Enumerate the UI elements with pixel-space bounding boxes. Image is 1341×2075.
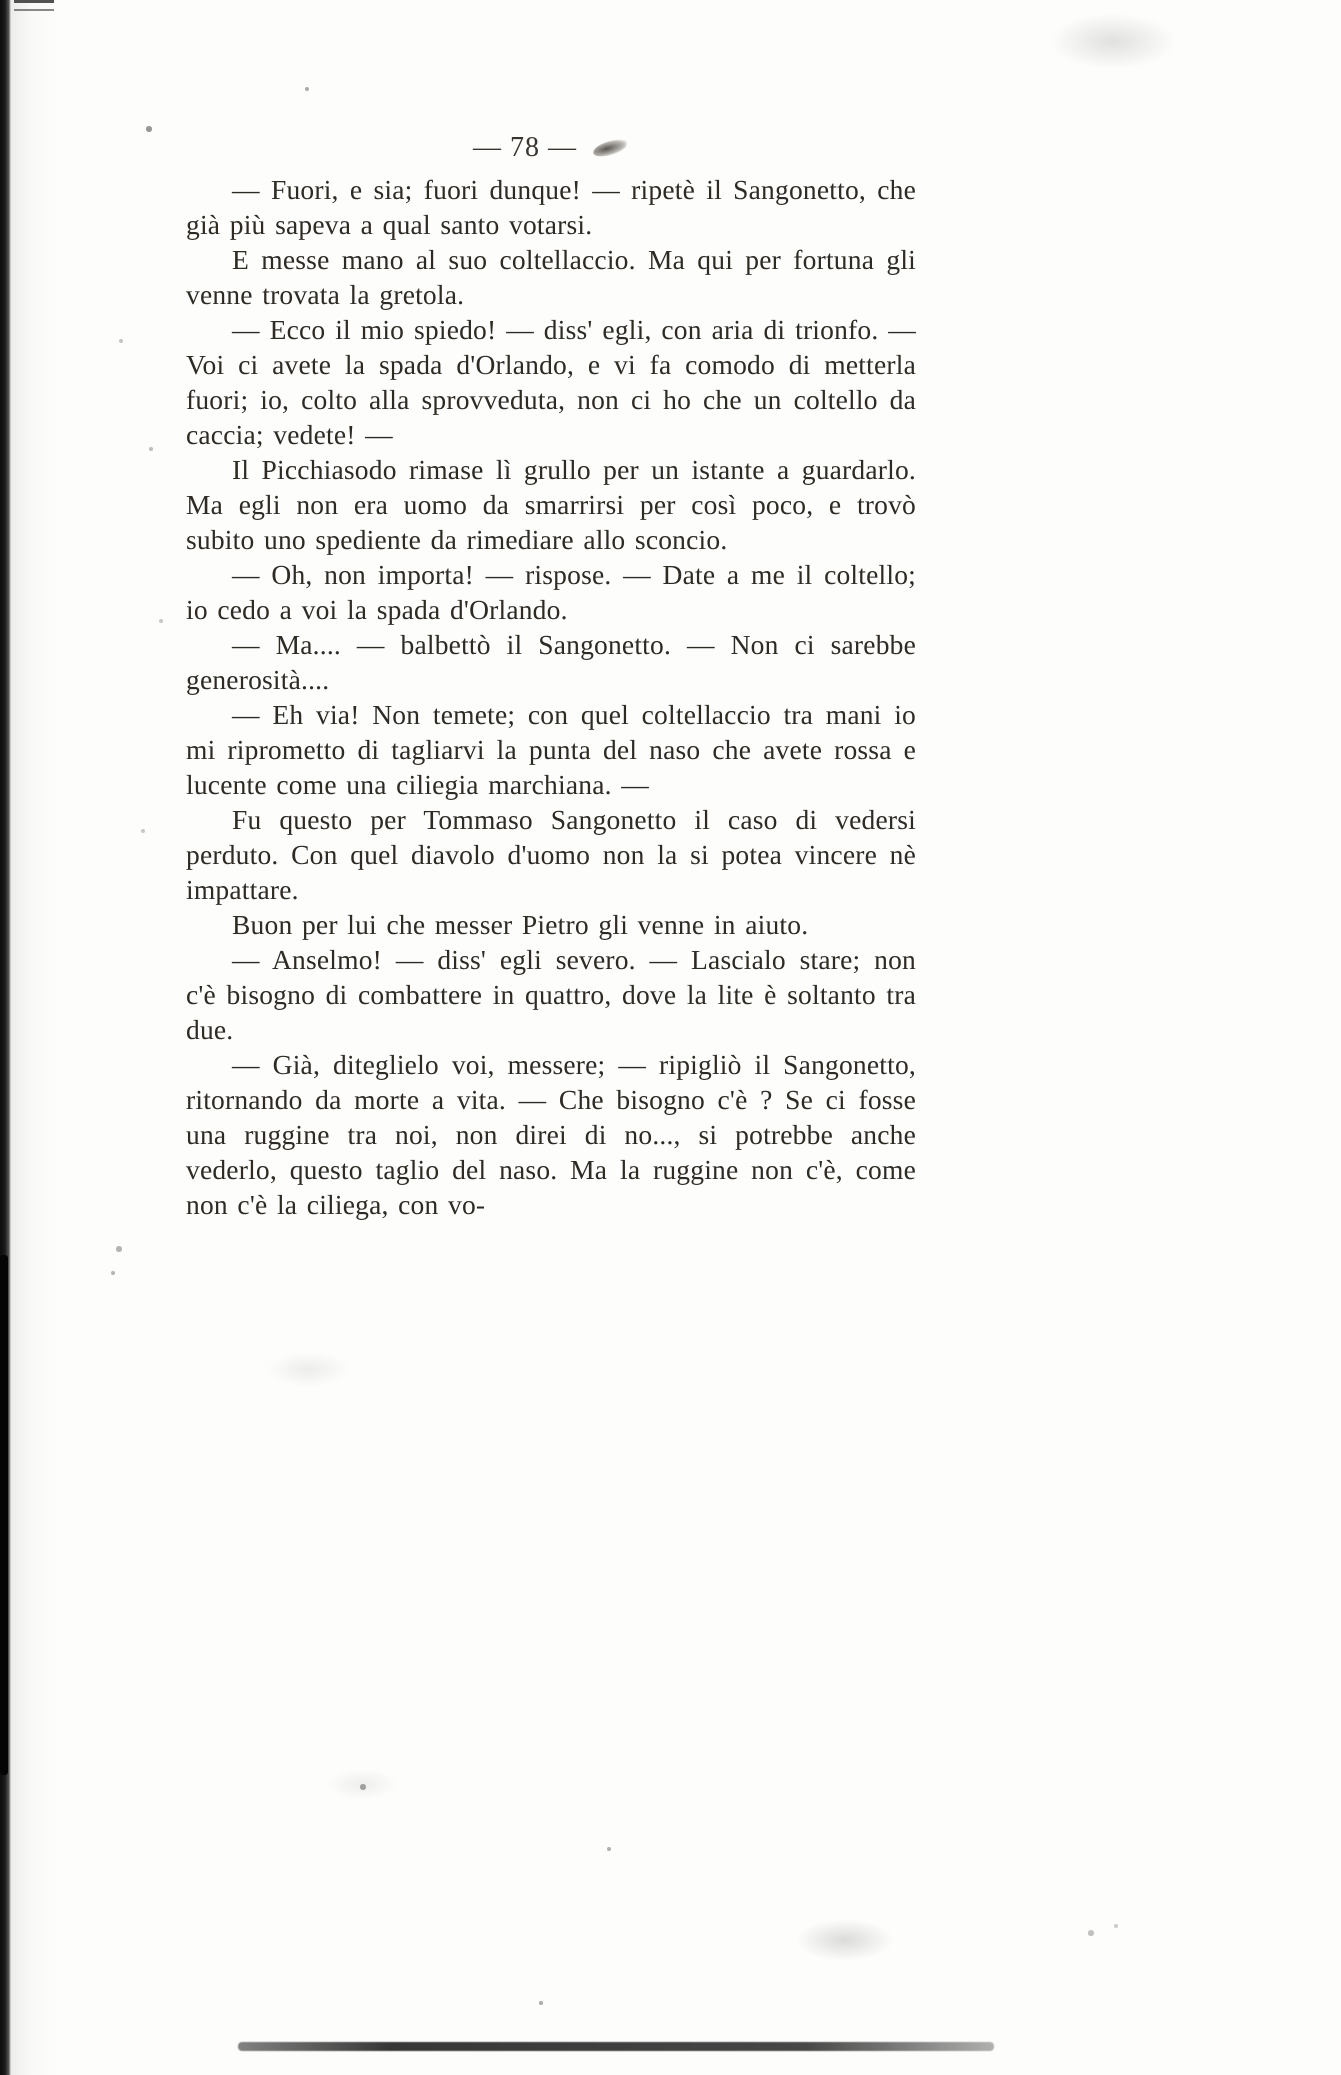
paragraph-1: — Fuori, e sia; fuori dunque! — ripetè il Sangonetto, che già più sapeva a qual santo votarsi. <box>186 174 916 240</box>
paragraph-10: — Anselmo! — diss' egli severo. — Lascialo stare; non c'è bisogno di combattere in quattro, dove la lite è soltanto tra due. <box>186 944 916 1045</box>
page-header <box>186 130 914 164</box>
scan-edge-blotch <box>0 1255 8 1775</box>
paragraph-3: — Ecco il mio spiedo! — diss' egli, con aria di trionfo. — Voi ci avete la spada d'Orlando, e vi fa comodo di metterla fuori; io, colto alla sprovveduta, non ci ho che un coltello da caccia; vedete! — <box>186 314 916 450</box>
scan-edge-top-marks <box>14 0 54 26</box>
paragraph-5: — Oh, non importa! — rispose. — Date a me il coltello; io cedo a voi la spada d'Orlando. <box>186 559 916 625</box>
paragraph-7: — Eh via! Non temete; con quel coltellaccio tra mani io mi riprometto di tagliarvi la punta del naso che avete rossa e lucente come una ciliegia marchiana. — <box>186 699 916 800</box>
scan-specks <box>0 0 2 2</box>
paragraph-4: Il Picchiasodo rimase lì grullo per un istante a guardarlo. Ma egli non era uomo da smarrirsi per così poco, e trovò subito uno spediente da rimediare allo sconcio. <box>186 454 916 555</box>
paragraph-8: Fu questo per Tommaso Sangonetto il caso di vedersi perduto. Con quel diavolo d'uomo non la si potea vincere nè impattare. <box>186 804 916 905</box>
scan-edge-bottom <box>238 2042 994 2051</box>
paragraph-6: — Ma.... — balbettò il Sangonetto. — Non ci sarebbe generosità.... <box>186 629 916 695</box>
paragraph-2: E messe mano al suo coltellaccio. Ma qui per fortuna gli venne trovata la gretola. <box>186 244 916 310</box>
ink-smudge <box>593 137 628 159</box>
page-number: — 78 — <box>473 131 577 163</box>
paragraph-11: — Già, diteglielo voi, messere; — ripigliò il Sangonetto, ritornando da morte a vita. — Che bisogno c'è ? Se ci fosse una ruggine tra noi, non direi di no..., si potrebbe anche vederlo, questo taglio del naso. Ma la ruggine non c'è, come non c'è la ciliega, con vo- <box>186 1049 916 1220</box>
paragraph-9: Buon per lui che messer Pietro gli venne in aiuto. <box>232 909 809 940</box>
text-block <box>186 172 916 1222</box>
